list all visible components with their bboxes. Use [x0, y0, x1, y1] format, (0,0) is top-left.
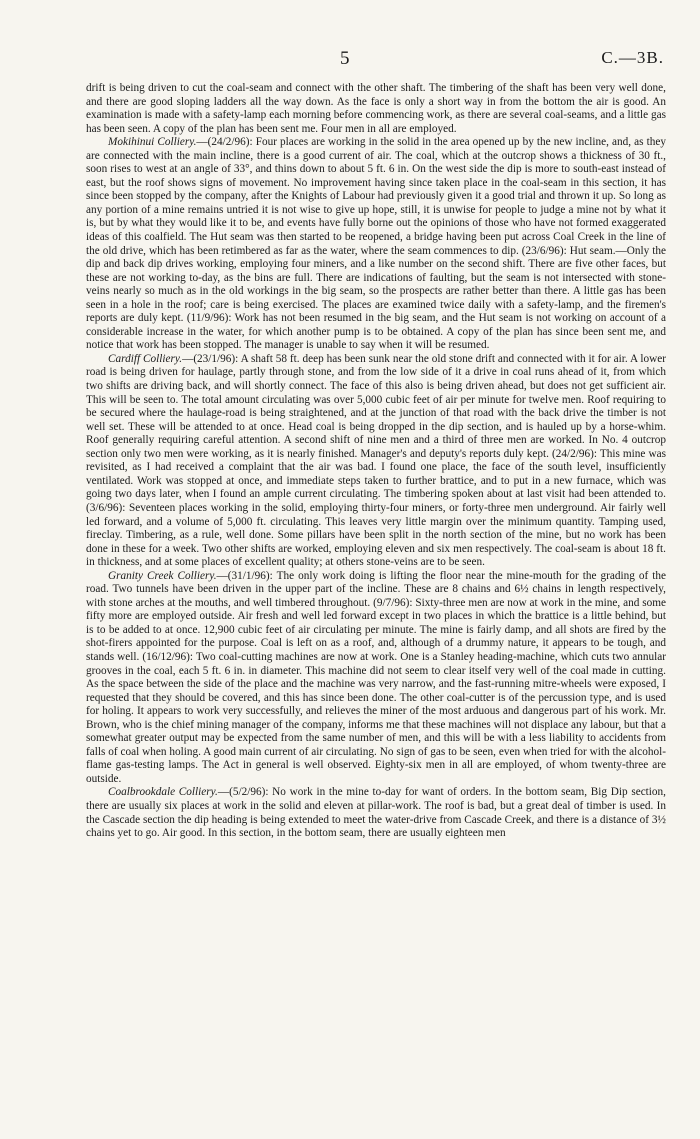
paragraph-mokihinui	[86, 136, 666, 353]
paragraph-text: —(24/2/96): Four places are working in the solid in the area opened up by the new incline, and, as they are connected with the main incline, there is a good current of air. The coal, which at the outcrop shows a thickness of 30 ft., soon rises to west at an angle of 33°, and thins down to about 5 ft. 6 in. On the west side the dip is more to south-east instead of east, but the roof shows signs of movement. No improvement having since taken place in the coal-seam in this section, it has since been stopped by the company, after the Knights of Labour had previously given it a good trial and thrown it up. So long as any portion of a mine remains untried it is not wise to give up hope, still, it is unwise for people to judge a mine not by what it is, but by what they would like it to be, and events have fully borne out the opinions of those who have not formed exaggerated ideas of this coalfield. The Hut seam was then started to be reopened, a bridge having been put across Coal Creek in the line of the old drive, which has been retimbered as far as the water, where the seam commences to dip. (23/6/96): Hut seam.—Only the dip and back dip drives working, employing four miners, and a like number on the second shift. There are five other faces, but these are not working to-day, as the bins are full. There are indications of faulting, but the seam is not intersected with stone-veins nearly so much as in the old workings in the big seam, so the prospects are rather better than there. A little gas has been seen in a hole in the roof; care is being exercised. The places are examined twice daily with a safety-lamp, and the firemen's reports are duly kept. (11/9/96): Work has not been resumed in the big seam, and the Hut seam is not working on account of a considerable increase in the water, for which another pump is to be obtained. A copy of the plan has since been sent me, and notice that work has been stopped. The manager is unable to say when it will be resumed.	[86, 136, 666, 352]
page-header	[0, 48, 700, 70]
colliery-heading: Mokihinui Colliery.	[108, 136, 197, 149]
paragraph-continuation	[86, 82, 666, 136]
document-reference: C.—3B.	[601, 48, 664, 67]
paragraph-text: —(5/2/96): No work in the mine to-day for want of orders. In the bottom seam, Big Dip section, there are usually six places at work in the solid and eleven at pillar-work. The roof is bad, but a great deal of timber is used. In the Cascade section the dip heading is being extended to meet the water-drive from Cascade Creek, and there is a distance of 3½ chains yet to go. Air good. In this section, in the bottom seam, there are usually eighteen men	[86, 786, 666, 840]
paragraph-granity-creek	[86, 570, 666, 787]
paragraph-coalbrookdale	[86, 786, 666, 840]
paragraph-text: —(23/1/96): A shaft 58 ft. deep has been sunk near the old stone drift and connected with it for air. A lower road is being driven for haulage, partly through stone, and from the low side of it a drive in coal runs ahead of it, from which two shifts are driving back, and will shortly connect. The face of this also is being driven ahead, but does not get sufficient air. This will be seen to. The total amount circulating was over 5,000 cubic feet of air per minute for twelve men. Roof requiring to be secured where the haulage-road is being straightened, and at the junction of that road with the back drive the timber is not well set. These will be attended to at once. Head coal is being dropped in the dip section, and is hauled up by a horse-whim. Roof generally requiring careful attention. A second shift of nine men and a third of three men are worked. In No. 4 outcrop section only two men were working, as it is nearly finished. Manager's and deputy's reports duly kept. (24/2/96): This mine was revisited, as I had received a complaint that the air was bad. I found one place, the face of the south level, insufficiently ventilated. Work was stopped at once, and immediate steps taken to further brattice, and to put in a new furnace, which was going two days later, when I found an ample current circulating. The timbering spoken about at last visit had been attended to. (3/6/96): Seventeen places working in the solid, employing thirty-four miners, or forty-three men underground. Air fairly well led forward, and a volume of 5,000 ft. circulating. This leaves very little margin over the minimum quantity. Tamping used, fireclay. Timbering, as a rule, well done. Some pillars have been split in the north section of the mine, but no work has been done in these for a week. Two other shifts are worked, employing eleven and six men respectively. The coal-seam is about 18 ft. in thickness, and at some places of excellent quality; at others stone-veins are to be seen.	[86, 352, 667, 569]
paragraph-cardiff	[86, 353, 666, 570]
paragraph-text: —(31/1/96): The only work doing is lifting the floor near the mine-mouth for the grading of the road. Two tunnels have been driven in the upper part of the incline. These are 8 chains and 6½ chains in length respectively, with stone arches at the mouths, and well timbered throughout. (9/7/96): Sixty-three men are now at work in the mine, and some fifty more are employed outside. Air fresh and well led forward except in two places in which the brattice is a little behind, but is to be added to at once. 12,900 cubic feet of air circulating per minute. The mine is fairly damp, and all shots are fired by the shot-firers appointed for the purpose. Coal is left on as a roof, and, although of a drummy nature, it appears to be tough, and stands well. (16/12/96): Two coal-cutting machines are now at work. One is a Stanley heading-machine, which cuts two annular grooves in the coal, each 5 ft. 6 in. in diameter. This machine did not seem to clear itself very well of the coal made in cutting. As the space between the side of the place and the machine was very narrow, and the fast-running mitre-wheels were exposed, I requested that they should be covered, and this has since been done. The other coal-cutter is of the percussion type, and is used for holing. It appears to work very successfully, and relieves the miner of the most arduous and dangerous part of his work. Mr. Brown, who is the chief mining manager of the company, informs me that these machines will not displace any labour, but that a somewhat greater output may be expected from the same number of men, and this will be with a less liability to accidents from falls of coal when holing. A good main current of air circulating. No sign of gas to be seen, even when tried for with the alcohol-flame gas-testing lamps. The Act in general is well observed. Eighty-six men in all are employed, of whom twenty-three are outside.	[86, 569, 666, 785]
report-body	[86, 82, 666, 841]
colliery-heading: Coalbrookdale Colliery.	[108, 786, 218, 799]
page-number: 5	[340, 48, 350, 69]
paragraph-text: drift is being driven to cut the coal-seam and connect with the other shaft. The timbering of the shaft has been very well done, and there are good sloping ladders all the way down. As the face is only a short way in from the bottom the air is good. An examination is made with a safety-lamp each morning before commencing work, as there are several coal-seams, and a little gas has been seen. A copy of the plan has been sent me. Four men in all are employed.	[86, 82, 666, 135]
colliery-heading: Cardiff Colliery.	[108, 352, 183, 365]
colliery-heading: Granity Creek Colliery.	[108, 569, 217, 582]
